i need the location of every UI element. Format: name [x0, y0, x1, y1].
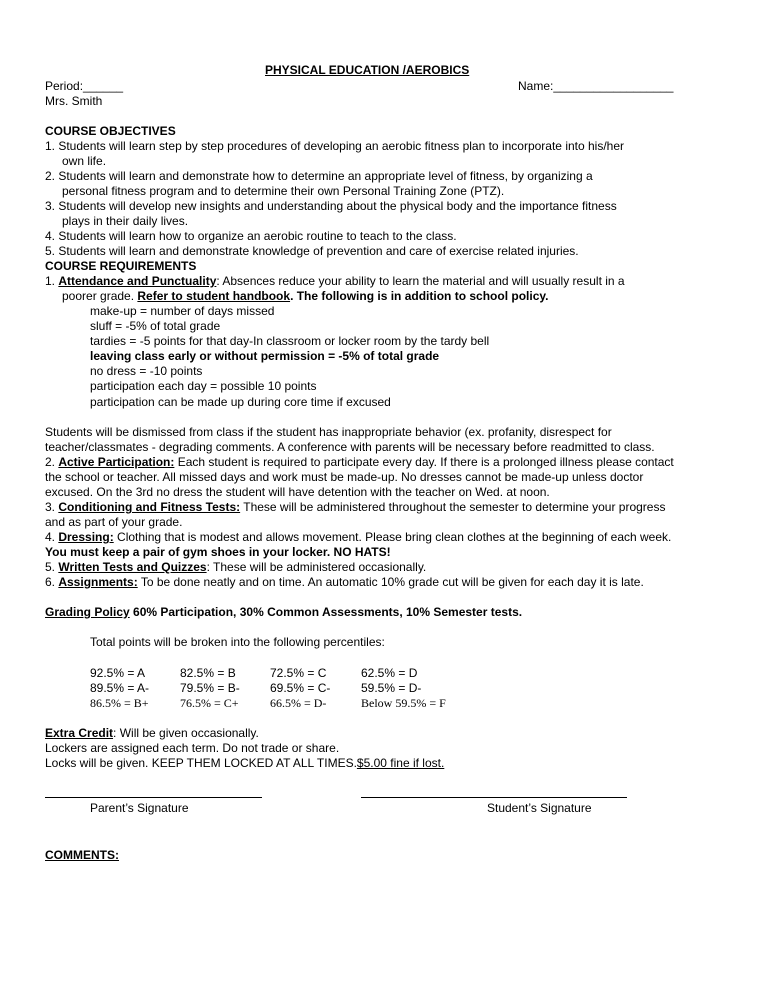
student-signature-line [361, 797, 627, 798]
requirement-2 [45, 455, 674, 470]
grade-d-low: 66.5% = D- [270, 696, 327, 710]
teacher-name: Mrs. Smith [45, 94, 103, 108]
requirement-3-text: These will be administered throughout the semester to determine your progress [240, 500, 666, 514]
requirement-3-cont: and as part of your grade. [45, 515, 183, 529]
requirement-6-number: 6. [45, 575, 59, 589]
requirement-5 [45, 560, 426, 575]
requirement-6-title: Assignments: [58, 575, 138, 589]
extra-credit [45, 726, 259, 741]
requirement-1 [45, 274, 625, 289]
extra-credit-text: : Will be given occasionally. [113, 726, 259, 740]
name-field: Name:__________________ [518, 79, 674, 93]
requirement-2-cont: the school or teacher. All missed days and work must be made-up. No dresses cannot be made-up unless doctor [45, 470, 644, 484]
grade-d: 62.5% = D [361, 666, 418, 680]
grade-b-plus: 86.5% = B+ [90, 696, 149, 710]
penalty-makeup: make-up = number of days missed [90, 304, 275, 318]
grading-policy [45, 605, 522, 620]
student-signature-label: Student’s Signature [487, 801, 592, 815]
grade-f: Below 59.5% = F [361, 696, 446, 710]
comments-label: COMMENTS: [45, 848, 119, 862]
participation-makeup: participation can be made up during core time if excused [90, 395, 391, 409]
page-title: PHYSICAL EDUCATION /AEROBICS [265, 63, 470, 77]
requirement-3-title: Conditioning and Fitness Tests: [58, 500, 241, 514]
grading-intro: Total points will be broken into the following percentiles: [90, 635, 385, 649]
handbook-reference: Refer to student handbook [137, 289, 291, 303]
objective-5: 5. Students will learn and demonstrate knowledge of prevention and care of exercise related injuries. [45, 244, 579, 258]
grade-a-minus: 89.5% = A- [90, 681, 150, 695]
penalty-sluff: sluff = -5% of total grade [90, 319, 221, 333]
requirement-5-title: Written Tests and Quizzes [58, 560, 207, 574]
objective-2: 2. Students will learn and demonstrate how to determine an appropriate level of fitness, by organizing a [45, 169, 593, 183]
objectives-heading: COURSE OBJECTIVES [45, 124, 176, 138]
locks-note-text: Locks will be given. KEEP THEM LOCKED AT ALL TIMES. [45, 756, 357, 770]
requirement-4-title: Dressing: [58, 530, 114, 544]
requirement-1-number: 1. [45, 274, 59, 288]
grade-b: 82.5% = B [180, 666, 236, 680]
requirement-5-number: 5. [45, 560, 59, 574]
gym-shoes-rule: You must keep a pair of gym shoes in your locker. NO HATS! [45, 545, 391, 559]
requirement-1-cont-text: poorer grade. [62, 289, 138, 303]
objective-1: 1. Students will learn step by step procedures of developing an aerobic fitness plan to incorporate into his/her [45, 139, 625, 153]
dismissal-text: Students will be dismissed from class if the student has inappropriate behavior (ex. profanity, disrespect for [45, 425, 612, 439]
requirement-2-title: Active Participation: [58, 455, 175, 469]
lockers-note: Lockers are assigned each term. Do not trade or share. [45, 741, 340, 755]
participation-points: participation each day = possible 10 points [90, 379, 317, 393]
objective-1-cont: own life. [62, 154, 107, 168]
extra-credit-label: Extra Credit [45, 726, 114, 740]
requirement-4-text: Clothing that is modest and allows movement. Please bring clean clothes at the beginning of each week. [113, 530, 672, 544]
requirement-1-title: Attendance and Punctuality [58, 274, 217, 288]
requirement-3 [45, 500, 665, 515]
dismissal-text-cont: teacher/classmates - degrading comments. A conference with parents will be necessary before readmitted to class. [45, 440, 655, 454]
penalty-no-dress: no dress = -10 points [90, 364, 203, 378]
penalty-leaving-early: leaving class early or without permission = -5% of total grade [90, 349, 440, 363]
period-field: Period:______ [45, 79, 124, 93]
objective-2-cont: personal fitness program and to determine their own Personal Training Zone (PTZ). [62, 184, 505, 198]
grade-c-minus: 69.5% = C- [270, 681, 331, 695]
objective-3: 3. Students will develop new insights and understanding about the physical body and the importance fitness [45, 199, 617, 213]
requirement-2-number: 2. [45, 455, 59, 469]
grading-policy-text: 60% Participation, 30% Common Assessments, 10% Semester tests. [129, 605, 523, 619]
requirement-6 [45, 575, 644, 590]
grade-c: 72.5% = C [270, 666, 327, 680]
requirement-3-number: 3. [45, 500, 59, 514]
grade-c-plus: 76.5% = C+ [180, 696, 239, 710]
objective-3-cont: plays in their daily lives. [62, 214, 189, 228]
lock-fine: $5.00 fine if lost. [356, 756, 445, 770]
grade-d-minus: 59.5% = D- [361, 681, 422, 695]
requirement-6-text: To be done neatly and on time. An automatic 10% grade cut will be given for each day it is late. [137, 575, 644, 589]
requirement-2-cont-2: excused. On the 3rd no dress the student will have detention with the teacher on Wed. at noon. [45, 485, 550, 499]
requirement-1-cont [62, 289, 549, 304]
locks-note [45, 756, 444, 771]
policy-note: . The following is in addition to school policy. [290, 289, 549, 303]
requirement-4 [45, 530, 671, 545]
parent-signature-label: Parent’s Signature [90, 801, 189, 815]
requirement-5-text: : These will be administered occasionally. [206, 560, 427, 574]
requirements-heading: COURSE REQUIREMENTS [45, 259, 197, 273]
requirement-1-text: : Absences reduce your ability to learn the material and will usually result in a [216, 274, 625, 288]
grading-policy-label: Grading Policy [45, 605, 130, 619]
objective-4: 4. Students will learn how to organize an aerobic routine to teach to the class. [45, 229, 457, 243]
grade-a: 92.5% = A [90, 666, 146, 680]
grade-b-minus: 79.5% = B- [180, 681, 240, 695]
requirement-2-text: Each student is required to participate every day. If there is a prolonged illness please contact [174, 455, 674, 469]
parent-signature-line [45, 797, 262, 798]
penalty-tardies: tardies = -5 points for that day-In classroom or locker room by the tardy bell [90, 334, 490, 348]
requirement-4-number: 4. [45, 530, 59, 544]
